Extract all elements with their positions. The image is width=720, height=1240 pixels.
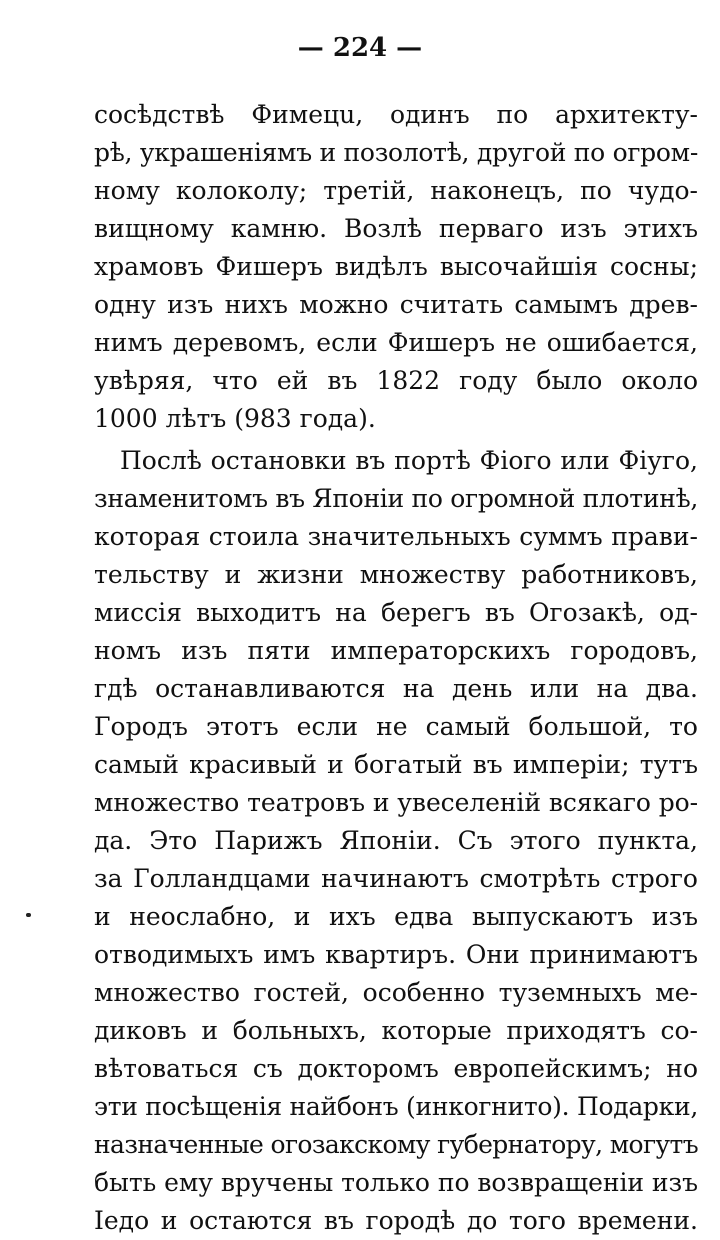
- text-line: множество гостей, особенно туземныхъ ме-: [94, 978, 698, 1007]
- text-line: Послѣ остановки въ портѣ Фіого или Фіуго,: [120, 446, 698, 475]
- text-body: [94, 96, 698, 1240]
- text-line: тельству и жизни множеству работниковъ,: [94, 560, 698, 589]
- text-line: храмовъ Фишеръ видѣлъ высочайшія сосны;: [94, 252, 698, 281]
- text-line: и неослабно, и ихъ едва выпускаютъ изъ: [94, 902, 698, 931]
- text-line: самый красивый и богатый въ имперіи; тутъ: [94, 750, 698, 779]
- text-line: множество театровъ и увеселеній всякаго ро-: [94, 788, 699, 817]
- text-line: 1000 лѣтъ (983 года).: [94, 404, 376, 433]
- text-line: нимъ деревомъ, если Фишеръ не ошибается,: [94, 328, 698, 357]
- text-line: которая стоила значительныхъ суммъ прави-: [94, 522, 698, 551]
- page-number: — 224 —: [297, 33, 423, 63]
- text-line: за Голландцами начинаютъ смотрѣть строго: [94, 864, 698, 893]
- text-line: вищному камню. Возлѣ перваго изъ этихъ: [94, 214, 698, 243]
- text-line: назначенные огозакскому губернатору, могутъ: [94, 1130, 698, 1159]
- text-line: вѣтоваться съ докторомъ европейскимъ; но: [94, 1054, 698, 1083]
- text-line: ному колоколу; третій, наконецъ, по чудо-: [94, 176, 698, 205]
- text-line: Городъ этотъ если не самый большой, то: [94, 712, 698, 741]
- text-line: знаменитомъ въ Японіи по огромной плотинѣ,: [94, 484, 698, 513]
- text-line: одну изъ нихъ можно считать самымъ древ-: [94, 290, 698, 319]
- text-line: гдѣ останавливаются на день или на два.: [94, 674, 698, 703]
- text-line: да. Это Парижъ Японіи. Съ этого пункта,: [94, 826, 698, 855]
- text-line: номъ изъ пяти императорскихъ городовъ,: [94, 636, 698, 665]
- paragraph-1: [94, 96, 698, 438]
- text-line: рѣ, украшеніямъ и позолотѣ, другой по огром-: [94, 138, 698, 167]
- ink-speck: [26, 913, 31, 917]
- text-line: быть ему вручены только по возвращеніи изъ: [94, 1168, 698, 1197]
- text-line: увѣряя, что ей въ 1822 году было около: [94, 366, 698, 395]
- text-line: отводимыхъ имъ квартиръ. Они принимаютъ: [94, 940, 698, 969]
- text-line: Іедо и остаются въ городѣ до того времени.: [94, 1206, 698, 1235]
- text-line: миссія выходитъ на берегъ въ Огозакѣ, од-: [94, 598, 698, 627]
- text-line: эти посѣщенія найбонъ (инкогнито). Подарки,: [94, 1092, 698, 1121]
- text-line: сосѣдствѣ Фимецu, одинъ по архитекту-: [94, 100, 698, 129]
- paragraph-2: [94, 442, 698, 1240]
- text-line: диковъ и больныхъ, которые приходятъ со-: [94, 1016, 698, 1045]
